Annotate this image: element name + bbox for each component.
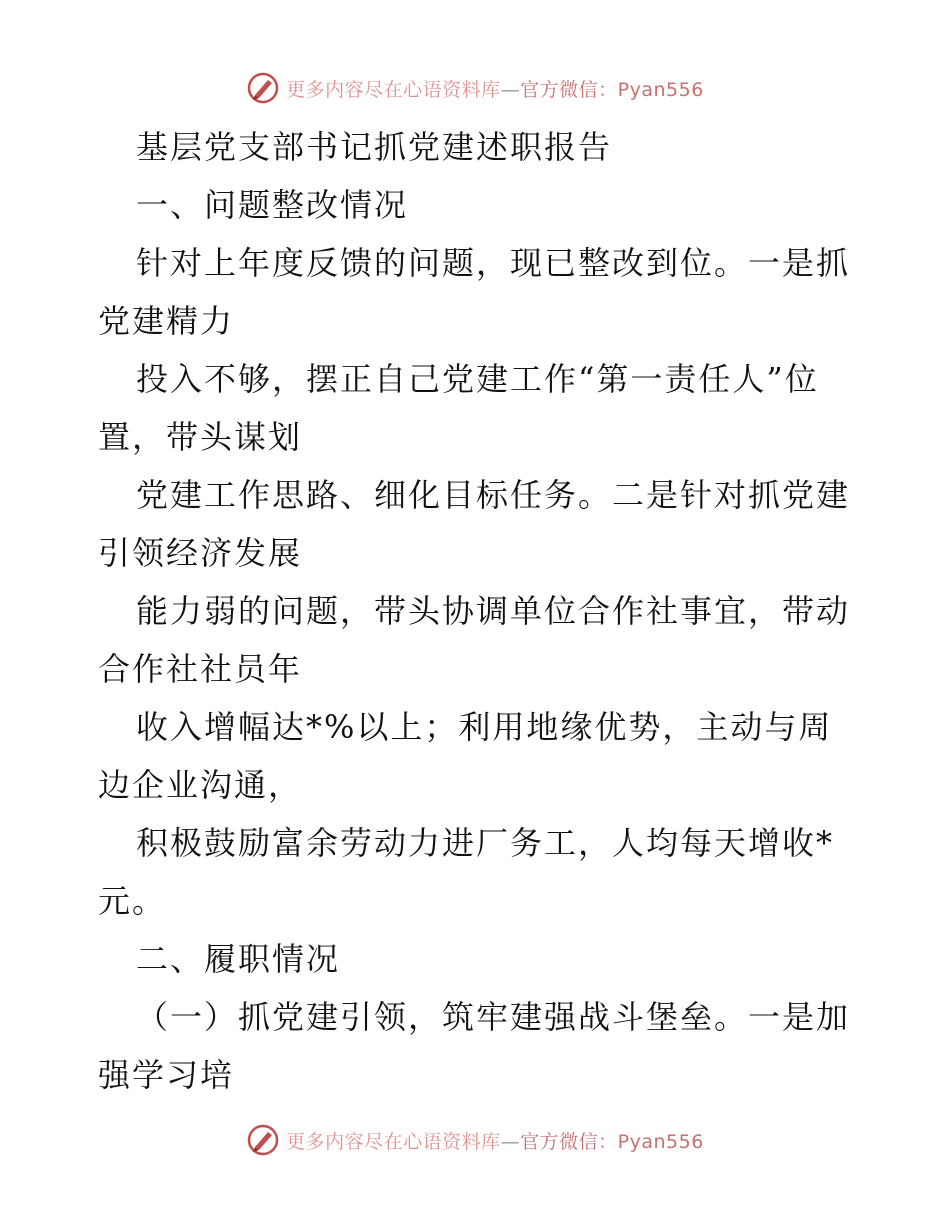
watermark-text xyxy=(286,75,704,102)
watermark-site-text: 更多内容尽在心语资料库 xyxy=(286,1130,501,1153)
document-body xyxy=(98,118,858,1104)
section-heading-2: 二、履职情况 xyxy=(136,940,341,978)
watermark-site-text: 更多内容尽在心语资料库 xyxy=(286,78,501,101)
paragraph: （一）抓党建引领，筑牢建强战斗堡垒。一是加强学习培 xyxy=(98,998,851,1094)
paragraph: 能力弱的问题，带头协调单位合作社事宜，带动合作社社员年 xyxy=(98,592,851,688)
paragraph: 投入不够，摆正自己党建工作“第一责任人”位置，带头谋划 xyxy=(98,360,819,456)
paragraph: 针对上年度反馈的问题，现已整改到位。一是抓党建精力 xyxy=(98,244,851,340)
watermark-dash: — xyxy=(500,1130,521,1153)
watermark-text xyxy=(286,1127,704,1154)
footer-watermark xyxy=(0,1120,950,1160)
section-heading-1: 一、问题整改情况 xyxy=(136,186,409,224)
watermark-wechat-text: 官方微信：Pyan556 xyxy=(520,78,704,101)
paragraph: 收入增幅达*%以上；利用地缘优势，主动与周边企业沟通， xyxy=(98,708,833,804)
watermark-wechat-text: 官方微信：Pyan556 xyxy=(520,1130,704,1153)
pen-circle-logo-icon xyxy=(246,1123,280,1157)
pen-circle-logo-icon xyxy=(246,71,280,105)
document-title: 基层党支部书记抓党建述职报告 xyxy=(136,128,613,166)
paragraph: 党建工作思路、细化目标任务。二是针对抓党建引领经济发展 xyxy=(98,476,851,572)
paragraph: 积极鼓励富余劳动力进厂务工，人均每天增收*元。 xyxy=(98,824,835,920)
watermark-dash: — xyxy=(500,78,521,101)
header-watermark xyxy=(0,68,950,108)
